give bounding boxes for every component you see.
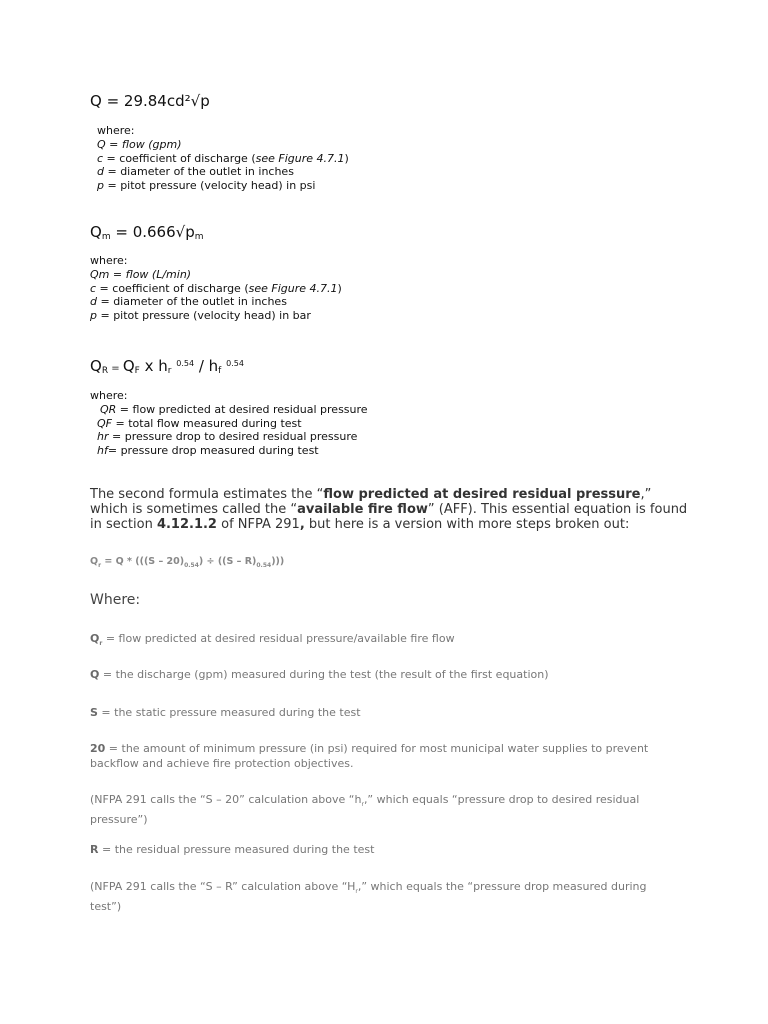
definition-qr: $Q_r$ = flow predicted at desired residual pressure/available fire flow xyxy=(90,632,455,648)
note-s-minus-r: (NFPA 291 calls the “S – R” calculation above “$H_r$,” which equals the “pressure drop measured during test”) xyxy=(90,880,647,913)
where-label: where: xyxy=(90,389,128,402)
definition-r: R = the residual pressure measured during the test xyxy=(90,843,375,856)
formula-2-where-block xyxy=(90,254,342,323)
intro-paragraph: The second formula estimates the “flow predicted at desired residual pressure,” which is sometimes called the “available fire flow” (AFF). This essential equation is found in section 4.12.1.2 of NFPA 291, but here is a version with more steps broken out: xyxy=(90,487,688,533)
definition-line: Qm = flow (L/min) xyxy=(90,267,192,281)
definition-line: hf= pressure drop measured during test xyxy=(97,444,319,458)
definition-line: p = pitot pressure (velocity head) in psi xyxy=(97,179,316,193)
definition-line: c = coefficient of discharge (see Figure 4.7.1) xyxy=(90,281,342,295)
where-heading: Where: xyxy=(90,592,141,608)
formula-1-where-block xyxy=(97,124,349,193)
definition-line: d = diameter of the outlet in inches xyxy=(97,165,294,179)
formula-1-equation: Q = 29.84cd²√p xyxy=(90,92,210,110)
where-label: where: xyxy=(90,254,128,267)
definition-line: p = pitot pressure (velocity head) in bar xyxy=(90,309,311,323)
definition-20: 20 = the amount of minimum pressure (in psi) required for most municipal water supplies to prevent backflow and achieve fire protection objectives. xyxy=(90,742,649,770)
definition-q: Q = the discharge (gpm) measured during the test (the result of the first equation) xyxy=(90,668,549,681)
definition-line: c = coefficient of discharge (see Figure 4.7.1) xyxy=(97,151,349,165)
definition-s: S = the static pressure measured during the test xyxy=(90,706,361,719)
definition-line: hr = pressure drop to desired residual pressure xyxy=(97,430,358,444)
note-s-minus-20: (NFPA 291 calls the “S – 20” calculation above “$h_r$,” which equals “pressure drop to desired residual pressure”) xyxy=(90,793,640,826)
definition-line: d = diameter of the outlet in inches xyxy=(90,295,287,309)
where-label: where: xyxy=(97,124,135,137)
formula-1 xyxy=(90,92,210,110)
formula-4: $Q_r = Q * (((S - 20)_{0.54}) \div ((S - R)_{0.54}))$) xyxy=(90,556,285,569)
formula-3: $Q_R = Q_F$ x $h_r$ $^{0.54} / h_f$ $^{0.54}$ xyxy=(90,357,244,376)
definition-line: Q = flow (gpm) xyxy=(97,137,182,151)
definition-line: QR = flow predicted at desired residual pressure xyxy=(100,402,368,416)
formula-3-where-block xyxy=(90,389,368,458)
formula-2: $Q_m = 0.666√p_m$ xyxy=(90,223,204,242)
definition-line: QF = total flow measured during test xyxy=(97,416,302,430)
